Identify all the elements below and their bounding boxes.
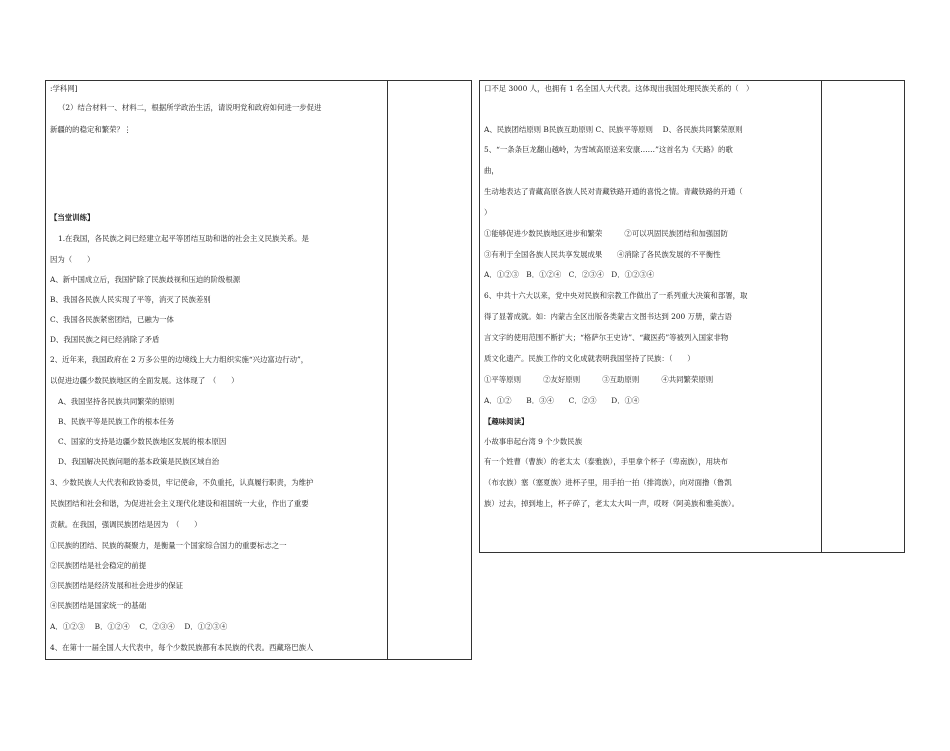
left-notes-column: [387, 81, 471, 659]
option-line: D、我国民族之间已经消除了矛盾: [50, 335, 160, 344]
text-line: 民族团结和社会和谐，为促进社会主义现代化建设和祖国统一大业，作出了重要: [50, 499, 309, 508]
option-line: ①能够促进少数民族地区进步和繁荣 ②可以巩固民族团结和加强国防: [484, 229, 728, 238]
answer-choices: A．①② B．③④ C．②③ D．①④: [484, 396, 640, 405]
answer-choices: A、民族团结原则 B民族互助原则 C、民族平等原则 D、各民族共同繁荣原则: [484, 125, 743, 134]
option-line: ③有利于全国各族人民共享发展成果 ④消除了各民族发展的不平衡性: [484, 250, 721, 259]
option-line: A、我国坚持各民族共同繁荣的原则: [58, 397, 175, 406]
right-content-column: [480, 81, 822, 552]
text-line: 言文字的使用范围不断扩大；“格萨尔王史诗”、“藏医药”等被列入国家非物: [484, 333, 729, 342]
option-line: B、民族平等是民族工作的根本任务: [58, 417, 175, 426]
text-line: 口不足 3000 人，也拥有 1 名全国人大代表。这体现出我国处理民族关系的（ ）: [484, 84, 754, 93]
option-line: ①民族的团结、民族的凝聚力，是衡量一个国家综合国力的重要标志之一: [50, 541, 287, 550]
answer-choices: A．①②③ B．①②④ C．②③④ D．①②③④: [484, 270, 655, 279]
reading-text: （布农族）塞（塞夏族）进杯子里，用手拍一拍（排湾族），向对面撸（鲁凯: [484, 478, 732, 487]
option-line: ②民族团结是社会稳定的前提: [50, 561, 147, 570]
section-heading: 【趣味阅读】: [484, 417, 529, 426]
reading-title: 小故事串起台湾 9 个少数民族: [484, 437, 583, 446]
option-line: D、我国解决民族问题的基本政策是民族区域自治: [58, 457, 220, 466]
text-line: 质文化遗产。民族工作的文化成就表明我国坚持了民族：（ ）: [484, 354, 695, 363]
text-line: 得了显著成就。如：内蒙古全区出版各类蒙古文图书达到 200 万册，蒙古语: [484, 312, 732, 321]
text-line: （2）结合材料一、材料二，根据所学政治生活，请说明党和政府如何进一步促进: [58, 103, 322, 112]
answer-choices: A．①②③ B．①②④ C．②③④ D．①②③④: [50, 622, 228, 631]
question-1: 1.在我国，各民族之间已经建立起平等团结互助和谐的社会主义民族关系。是: [58, 234, 309, 243]
option-line: B、我国各民族人民实现了平等，消灭了民族差别: [50, 295, 211, 304]
reading-text: 族）过去，掉到地上，杯子碎了，老太太大叫一声，哎呀（阿美族和雅美族）。: [484, 499, 739, 508]
question-3: 3、少数民族人大代表和政协委员，牢记使命，不负重托，认真履行职责，为维护: [50, 478, 314, 487]
question-4: 4、在第十一届全国人大代表中，每个少数民族都有本民族的代表。西藏珞巴族人: [50, 643, 314, 652]
option-line: C、我国各民族紧密团结，已融为一体: [50, 315, 174, 324]
section-heading: 【当堂训练】: [50, 213, 95, 222]
text-line: 以促进边疆少数民族地区的全面发展。这体现了 （ ）: [50, 376, 239, 385]
text-line: 因为（ ）: [50, 255, 95, 264]
text-line: ）: [484, 208, 492, 217]
left-panel: [45, 80, 472, 660]
option-line: ③民族团结是经济发展和社会进步的保证: [50, 581, 184, 590]
question-5: 5、“一条条巨龙翻山越岭，为雪域高原送来安康……”这首名为《天路》的歌: [484, 145, 733, 154]
option-line: ①平等原则 ②友好原则 ③互助原则 ④共同繁荣原则: [484, 375, 714, 384]
text-line: :学科网]: [50, 84, 78, 93]
text-line: 生动地表达了青藏高原各族人民对青藏铁路开通的喜悦之情。青藏铁路的开通（: [484, 187, 743, 196]
text-line: 新疆的的稳定和繁荣？⋮: [50, 125, 132, 134]
reading-text: 有一个姓曹（曹族）的老太太（泰雅族），手里拿个杯子（卑南族），用块布: [484, 457, 728, 466]
option-line: C、国家的支持是边疆少数民族地区发展的根本原因: [58, 437, 227, 446]
option-line: A、新中国成立后，我国铲除了民族歧视和压迫的阶级根源: [50, 275, 241, 284]
option-line: ④民族团结是国家统一的基础: [50, 601, 147, 610]
text-line: 贡献。在我国，强调民族团结是因为 （ ）: [50, 520, 202, 529]
left-content-column: [46, 81, 388, 659]
right-panel: [479, 80, 905, 553]
text-line: 曲，: [484, 166, 499, 175]
right-notes-column: [821, 81, 904, 552]
question-2: 2、近年来，我国政府在 2 万多公里的边境线上大力组织实施“兴边富边行动”，: [50, 355, 309, 364]
question-6: 6、中共十六大以来，党中央对民族和宗教工作做出了一系列重大决策和部署，取: [484, 291, 748, 300]
